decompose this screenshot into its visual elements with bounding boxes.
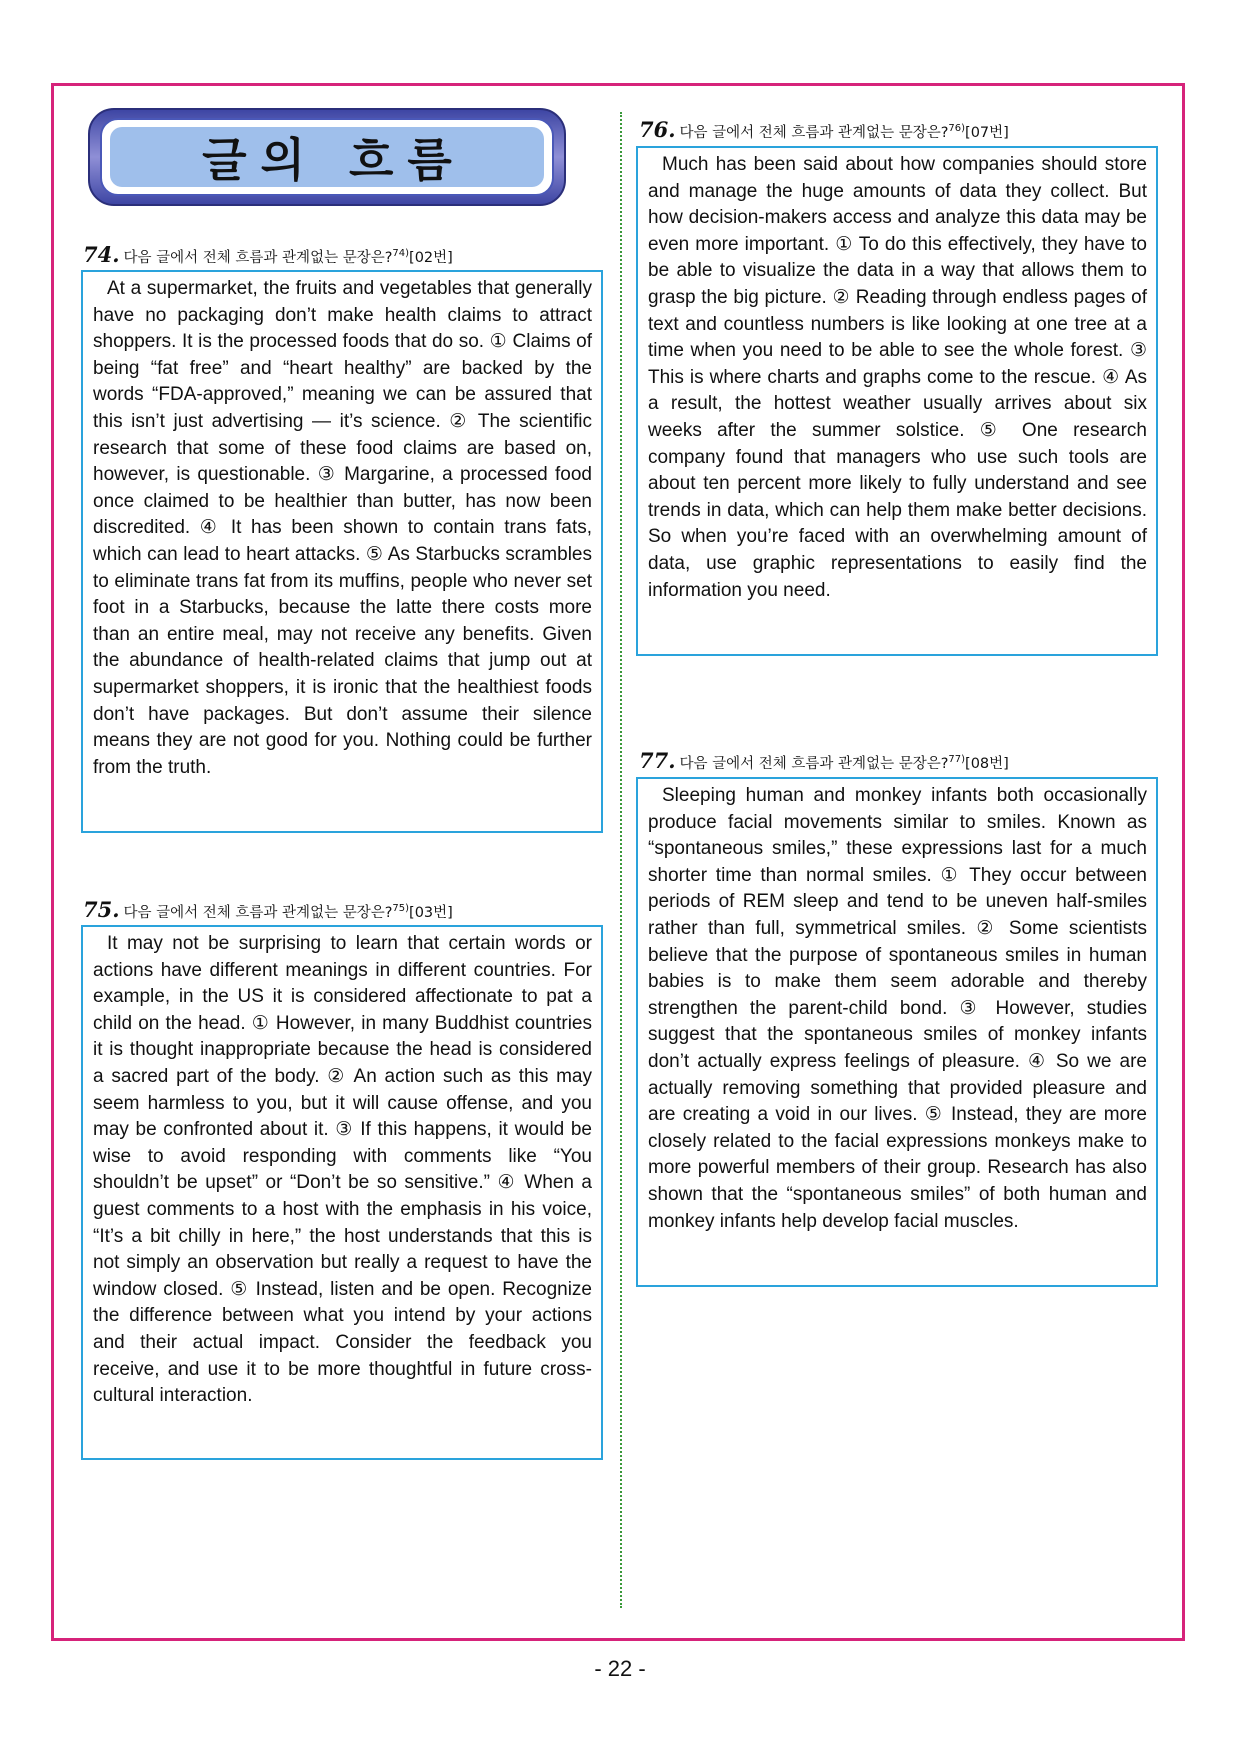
column-divider: [620, 112, 622, 1608]
question-74-header: [83, 242, 453, 267]
section-banner: [88, 108, 566, 206]
question-number: 75.: [83, 897, 120, 922]
question-code: [08번]: [965, 756, 1009, 772]
page-number: - 22 -: [594, 1656, 646, 1681]
passage-text: It may not be surprising to learn that certain words or actions have different meanings in different countries. For example, in the US it is considered affectionate to pat a child on the head. ① However, in many Buddhist countries it is thought inappropriate because the head is considered a sacred part of the body. ② An action such as this may seem harmless to you, but it will cause offense, and you may be confronted about it. ③ If this happens, it would be wise to avoid responding with comments like “You shouldn’t be upset” or “Don’t be so sensitive.” ④ When a guest comments to a host with the emphasis in his voice, “It’s a bit chilly in here,” the host understands that this is not simply an observation but really a request to have the window closed. ⑤ Instead, listen and be open. Recognize the difference between what you intend by your actions and their actual impact. Consider the feedback you receive, and use it to be more thoughtful in future cross-cultural interaction.: [93, 933, 592, 1407]
section-title: 글의 흐름: [202, 133, 466, 187]
banner-core: [110, 127, 544, 187]
passage-text: Much has been said about how companies should store and manage the huge amounts of data they collect. But how decision-makers access and analyze this data may be even more important. ① To do this effectively, they have to be able to visualize the data in a way that allows them to grasp the big picture. ② Reading through endless pages of text and countless numbers is like looking at one tree at a time when you need to be able to see the whole forest. ③ This is where charts and graphs come to the rescue. ④ As a result, the hottest weather usually arrives about six weeks after the summer solstice. ⑤ One research company found that managers who use such tools are about ten percent more likely to fully understand and see trends in data, which can help them make better decisions. So when you’re faced with an overwhelming amount of data, use graphic representations to easily find the information you need.: [648, 154, 1147, 601]
question-prompt: 다음 글에서 전체 흐름과 관계없는 문장은?: [123, 250, 393, 266]
question-ref: 76): [948, 123, 966, 135]
question-number: 74.: [83, 242, 120, 267]
question-ref: 77): [948, 754, 966, 766]
question-ref: 74): [392, 248, 410, 260]
question-number: 77.: [639, 748, 676, 773]
question-77-header: [639, 748, 1009, 773]
banner-inner-frame: [100, 118, 554, 196]
question-code: [07번]: [965, 125, 1009, 141]
question-prompt: 다음 글에서 전체 흐름과 관계없는 문장은?: [123, 905, 393, 921]
question-number: 76.: [639, 117, 676, 142]
question-code: [02번]: [409, 250, 453, 266]
question-prompt: 다음 글에서 전체 흐름과 관계없는 문장은?: [679, 756, 949, 772]
question-75-header: [83, 897, 453, 922]
question-76-passage: [636, 146, 1158, 656]
question-74-passage: [81, 270, 603, 833]
passage-text: At a supermarket, the fruits and vegetables that generally have no packaging don’t make health claims to attract shoppers. It is the processed foods that do so. ① Claims of being “fat free” and “heart healthy” are backed by the words “FDA-approved,” meaning we can be assured that this isn’t just advertising — it’s science. ② The scientific research that some of these food claims are based on, however, is questionable. ③ Margarine, a processed food once claimed to be healthier than butter, has now been discredited. ④ It has been shown to contain trans fats, which can lead to heart attacks. ⑤ As Starbucks scrambles to eliminate trans fat from its muffins, people who never set foot in a Starbucks, because the latte there costs more than an entire meal, may not receive any benefits. Given the abundance of health-related claims that jump out at supermarket shoppers, it is ironic that the healthiest foods don’t have packages. But don’t assume their silence means they are not good for you. Nothing could be further from the truth.: [93, 278, 592, 778]
question-ref: 75): [392, 903, 410, 915]
question-prompt: 다음 글에서 전체 흐름과 관계없는 문장은?: [679, 125, 949, 141]
question-76-header: [639, 117, 1009, 142]
question-77-passage: [636, 777, 1158, 1287]
passage-text: Sleeping human and monkey infants both occasionally produce facial movements similar to smiles. Known as “spontaneous smiles,” these expressions last for a much shorter time than normal smiles. ① They occur between periods of REM sleep and tend to be uneven half-smiles rather than full, symmetrical smiles. ② Some scientists believe that the purpose of spontaneous smiles in human babies is to make them seem adorable and thereby strengthen the parent-child bond. ③ However, studies suggest that the spontaneous smiles of monkey infants don’t actually express feelings of pleasure. ④ So we are actually removing something that provided pleasure and are creating a void in our lives. ⑤ Instead, they are more closely related to the facial expressions monkeys make to more powerful members of their group. Research has also shown that the “spontaneous smiles” of both human and monkey infants help develop facial muscles.: [648, 785, 1147, 1232]
question-code: [03번]: [409, 905, 453, 921]
question-75-passage: [81, 925, 603, 1460]
